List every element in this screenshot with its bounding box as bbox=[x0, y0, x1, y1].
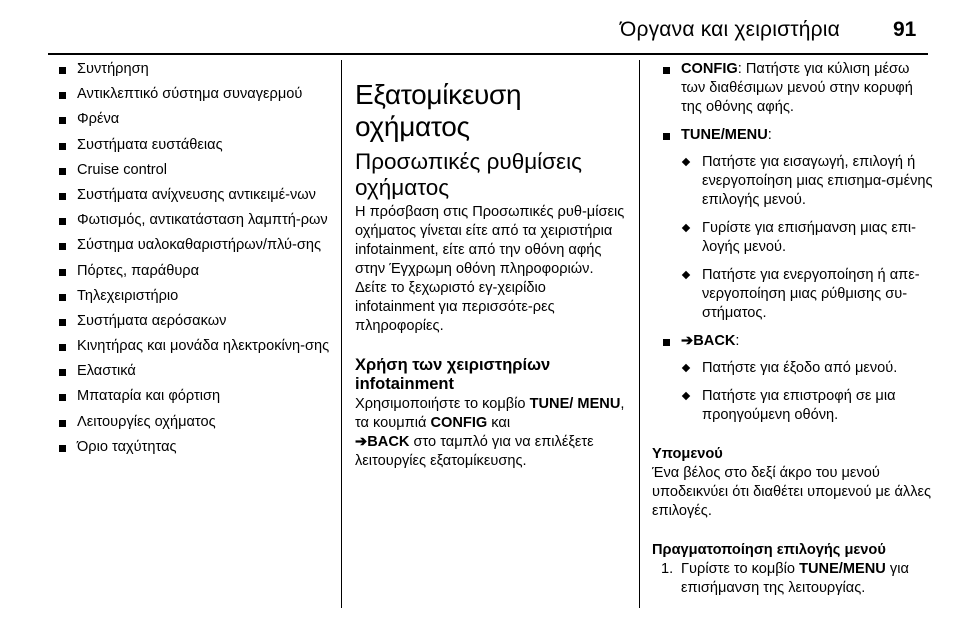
list-item: Σύστημα υαλοκαθαριστήρων/πλύ-σης bbox=[48, 236, 330, 255]
text-run: για επισήμανση της λειτουργίας. bbox=[681, 561, 909, 596]
text-run: και bbox=[487, 415, 511, 431]
list-item: Μπαταρία και φόρτιση bbox=[48, 387, 330, 406]
text-run: στο ταμπλό για να επιλέξετε λειτουργίες εξατομίκευσης. bbox=[355, 434, 594, 469]
text-run: Χρησιμοποιήστε το κομβίο bbox=[355, 396, 530, 412]
submenu-heading: Υπομενού bbox=[652, 446, 723, 462]
list-item: Αντικλεπτικό σύστημα συναγερμού bbox=[48, 85, 330, 104]
column-divider-left bbox=[341, 60, 342, 608]
tune-menu-item bbox=[652, 126, 934, 323]
controls-list bbox=[652, 60, 934, 425]
header-rule bbox=[48, 53, 928, 55]
page-number: 91 bbox=[893, 18, 917, 41]
activation-heading: Πραγματοποίηση επιλογής μενού bbox=[652, 542, 886, 558]
controls-column bbox=[652, 58, 934, 598]
list-item: Συντήρηση bbox=[48, 60, 330, 79]
back-sublist bbox=[681, 359, 934, 425]
config-label: CONFIG bbox=[681, 61, 738, 77]
controls-heading: Χρήση των χειριστηρίων infotainment bbox=[355, 356, 551, 393]
back-arrow-icon: ➔ bbox=[681, 333, 694, 349]
submenu-paragraph: Ένα βέλος στο δεξί άκρο του μενού υποδεικνύει ότι διαθέτει υπομενού με άλλες επιλογές. bbox=[652, 465, 932, 519]
column-divider-right bbox=[639, 60, 640, 608]
back-arrow-icon: ➔ bbox=[355, 434, 368, 450]
colon: : bbox=[735, 333, 740, 349]
personalization-column bbox=[355, 58, 627, 471]
sublist-item: Πατήστε για ενεργοποίηση ή απε-νεργοποίηση μιας ρύθμισης συ-στήματος. bbox=[681, 266, 934, 323]
activation-block bbox=[652, 541, 934, 598]
tune-menu-sublist bbox=[681, 153, 934, 323]
section-title: Εξατομίκευση οχήματος bbox=[355, 79, 522, 142]
back-label: BACK bbox=[693, 333, 736, 349]
config-item bbox=[652, 60, 934, 117]
intro-paragraph: Η πρόσβαση στις Προσωπικές ρυθ-μίσεις οχήματος γίνεται είτε από τα χειριστήρια infotainment, είτε από την οθόνη αφής στην Έγχρωμη οθόνη πληροφοριών. Δείτε το ξεχωριστό εγ-χειρίδιο infotainment για περισσότε-ρες πληροφορίες. bbox=[355, 204, 625, 334]
back-item bbox=[652, 332, 934, 425]
list-item: Συστήματα ανίχνευσης αντικειμέ-νων bbox=[48, 186, 330, 205]
list-item: Όριο ταχύτητας bbox=[48, 438, 330, 457]
steps-list bbox=[652, 560, 934, 598]
topics-column bbox=[48, 58, 330, 463]
sublist-item: Πατήστε για εισαγωγή, επιλογή ή ενεργοποίηση μιας επισημα-σμένης επιλογής μενού. bbox=[681, 153, 934, 210]
colon: : bbox=[767, 127, 772, 143]
sublist-item: Πατήστε για επιστροφή σε μια προηγούμενη οθόνη. bbox=[681, 387, 934, 425]
list-item: Φωτισμός, αντικατάσταση λαμπτή-ρων bbox=[48, 211, 330, 230]
tune-menu-label: TUNE/MENU bbox=[799, 561, 886, 577]
config-label: CONFIG bbox=[430, 415, 488, 431]
list-item: Τηλεχειριστήριο bbox=[48, 287, 330, 306]
text-run: , τα κουμπιά bbox=[355, 396, 625, 431]
submenu-block bbox=[652, 445, 934, 521]
sublist-item: Πατήστε για έξοδο από μενού. bbox=[681, 359, 934, 378]
list-item: Ελαστικά bbox=[48, 362, 330, 381]
list-item: Φρένα bbox=[48, 110, 330, 129]
list-item: Λειτουργίες οχήματος bbox=[48, 413, 330, 432]
list-item: Συστήματα αερόσακων bbox=[48, 312, 330, 331]
back-label: BACK bbox=[367, 434, 410, 450]
tune-menu-label: TUNE/ MENU bbox=[529, 396, 621, 412]
list-item: Cruise control bbox=[48, 161, 330, 180]
list-item: Συστήματα ευστάθειας bbox=[48, 136, 330, 155]
step-item bbox=[652, 560, 934, 598]
list-item: Πόρτες, παράθυρα bbox=[48, 262, 330, 281]
text-run: Γυρίστε το κομβίο bbox=[681, 561, 800, 577]
sublist-item: Γυρίστε για επισήμανση μιας επι-λογής μενού. bbox=[681, 219, 934, 257]
config-description: : Πατήστε για κύλιση μέσω των διαθέσιμων μενού στην κορυφή της οθόνης αφής. bbox=[681, 61, 913, 115]
tune-menu-label: TUNE/MENU bbox=[681, 127, 768, 143]
page-title: Όργανα και χειριστήρια bbox=[620, 18, 840, 41]
controls-paragraph bbox=[355, 395, 627, 471]
step-number: 1. bbox=[661, 561, 674, 577]
topics-list bbox=[48, 60, 330, 457]
list-item: Κινητήρας και μονάδα ηλεκτροκίνη-σης bbox=[48, 337, 330, 356]
subsection-title: Προσωπικές ρυθμίσεις οχήματος bbox=[355, 149, 582, 200]
